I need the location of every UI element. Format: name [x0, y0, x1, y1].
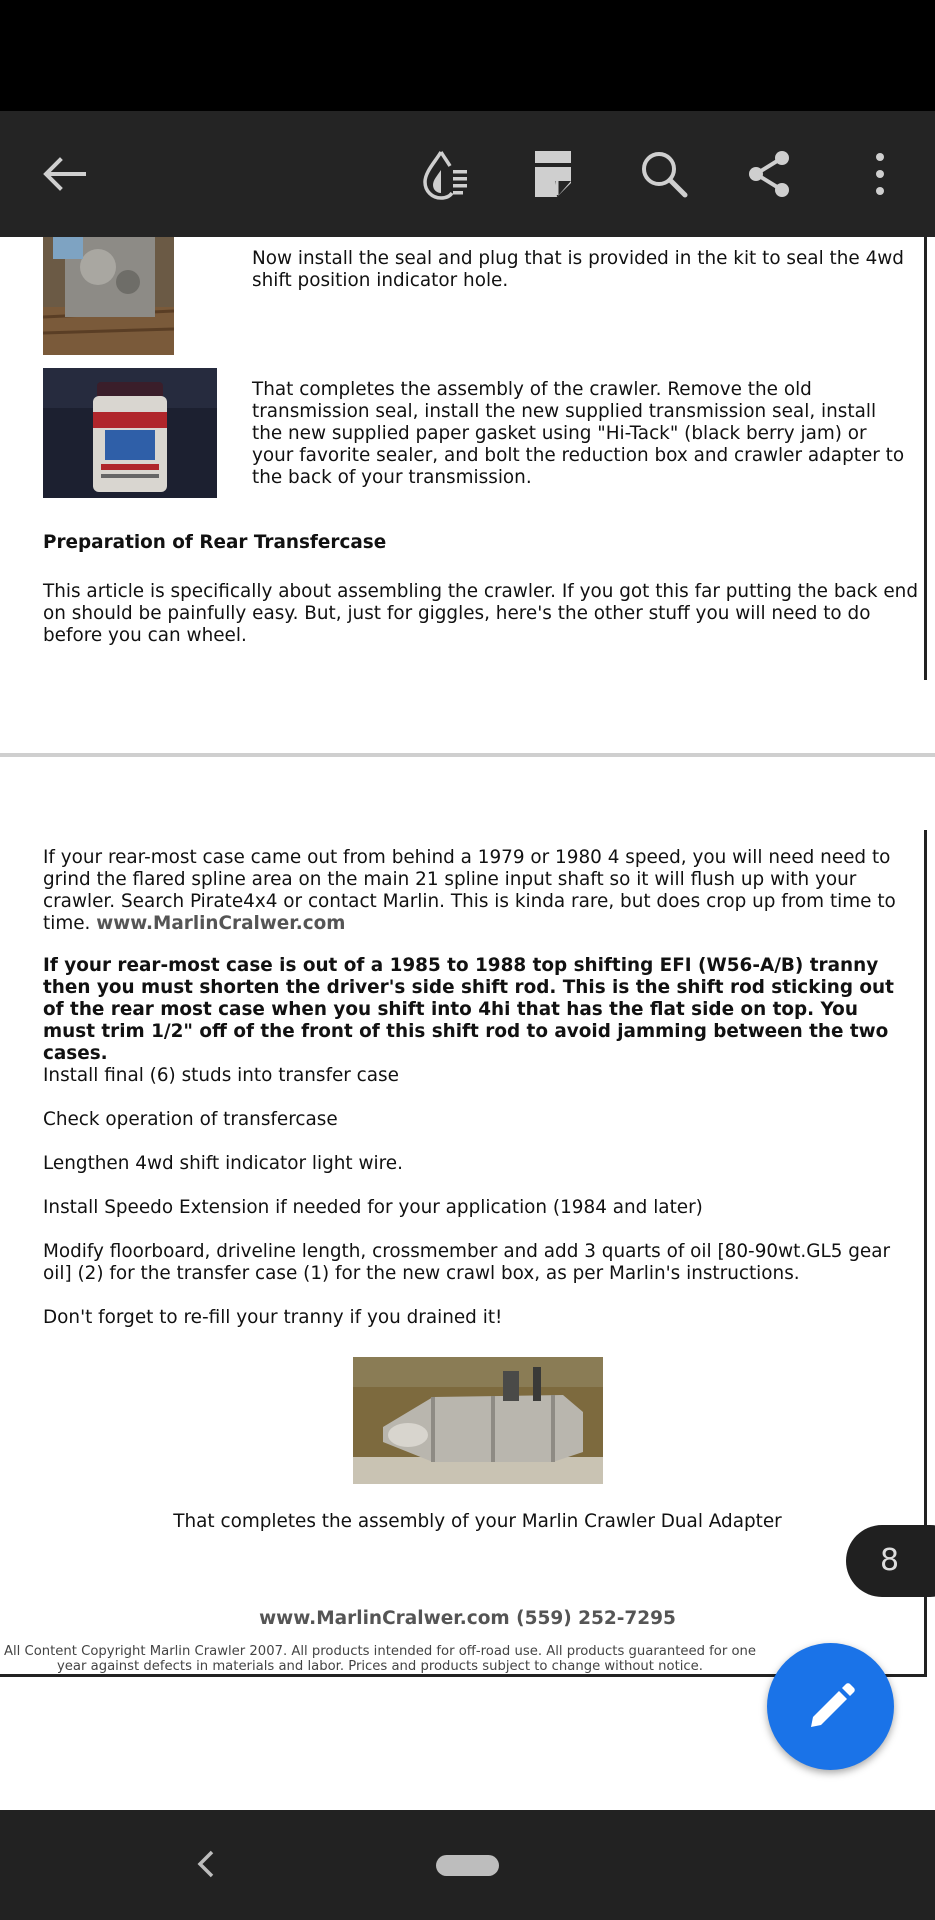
page-layout-icon	[533, 149, 573, 199]
edit-fab-button[interactable]	[767, 1643, 894, 1770]
step-install-studs: Install final (6) studs into transfer case	[43, 1065, 399, 1086]
more-vertical-icon	[870, 149, 890, 199]
assembly-complete-step-text: That completes the assembly of the crawler. Remove the old transmission seal, install the new supplied transmission seal, install the new supplied paper gasket using "Hi-Tack" (black berry jam) or your favorite sealer, and bolt the reduction box and crawler adapter to the back of your transmission.	[252, 379, 905, 488]
chevron-left-icon	[195, 1849, 217, 1879]
step-check-operation: Check operation of transfercase	[43, 1109, 338, 1130]
pencil-icon	[805, 1681, 857, 1733]
search-icon	[639, 149, 689, 199]
gasket-sealer-can-photo	[43, 368, 217, 498]
status-bar	[0, 0, 935, 111]
arrow-left-icon	[42, 156, 86, 192]
section-heading: Preparation of Rear Transfercase	[43, 532, 387, 553]
marlin-website-link[interactable]: www.MarlinCralwer.com	[96, 913, 346, 934]
paragraph-spline-text: If your rear-most case came out from behind a 1979 or 1980 4 speed, you will need need to grind the flared spline area on the main 21 spline input shaft so it will flush up with your crawler. Search Pirate4x4 or contact Marlin. This is kinda rare, but does crop up from time to time.	[43, 847, 896, 934]
step-lengthen-wire: Lengthen 4wd shift indicator light wire.	[43, 1153, 403, 1174]
home-pill-icon[interactable]	[436, 1855, 499, 1876]
paragraph-spline	[43, 847, 913, 935]
page-number-badge: 8	[846, 1525, 935, 1597]
step-speedo-extension: Install Speedo Extension if needed for your application (1984 and later)	[43, 1197, 703, 1218]
page-divider	[0, 753, 935, 757]
back-button[interactable]	[25, 135, 103, 213]
step-modify-floorboard: Modify floorboard, driveline length, crossmember and add 3 quarts of oil [80-90wt.GL5 gear oil] (2) for the transfer case (1) for the new crawl box, as per Marlin's instructions.	[43, 1241, 891, 1284]
nav-back-button[interactable]	[186, 1842, 226, 1886]
search-button[interactable]	[625, 135, 703, 213]
top-toolbar	[0, 111, 935, 237]
page-layout-button[interactable]	[514, 135, 592, 213]
ink-drop-icon	[417, 146, 473, 202]
share-icon	[744, 149, 794, 199]
share-button[interactable]	[730, 135, 808, 213]
ink-drop-button[interactable]	[406, 135, 484, 213]
system-nav-bar	[0, 1810, 935, 1920]
crawler-assembly-photo	[43, 237, 174, 355]
seal-step-text: Now install the seal and plug that is provided in the kit to seal the 4wd shift position indicator hole.	[252, 248, 904, 291]
shift-rod-warning-text: If your rear-most case is out of a 1985 to 1988 top shifting EFI (W56-A/B) tranny then you must shorten the driver's side shift rod. This is the shift rod sticking out of the rear most case when you shift into 4hi that has the flat side on top. You must trim 1/2" off of the front of this shift rod to avoid jamming between the two cases.	[43, 955, 894, 1064]
footer-copyright: All Content Copyright Marlin Crawler 2007. All products intended for off-road use. All products guaranteed for one year against defects in materials and labor. Prices and products subject to change without notice.	[3, 1644, 757, 1674]
footer-contact: www.MarlinCralwer.com (559) 252-7295	[259, 1608, 676, 1629]
section-intro-text: This article is specifically about assembling the crawler. If you got this far putting the back end on should be painfully easy. But, just for giggles, here's the other stuff you will need to do before you can wheel.	[43, 581, 919, 646]
step-refill-tranny: Don't forget to re-fill your tranny if you drained it!	[43, 1307, 503, 1328]
photo-caption: That completes the assembly of your Marlin Crawler Dual Adapter	[173, 1511, 782, 1532]
more-options-button[interactable]	[841, 135, 919, 213]
transmission-assembly-photo	[353, 1357, 603, 1484]
